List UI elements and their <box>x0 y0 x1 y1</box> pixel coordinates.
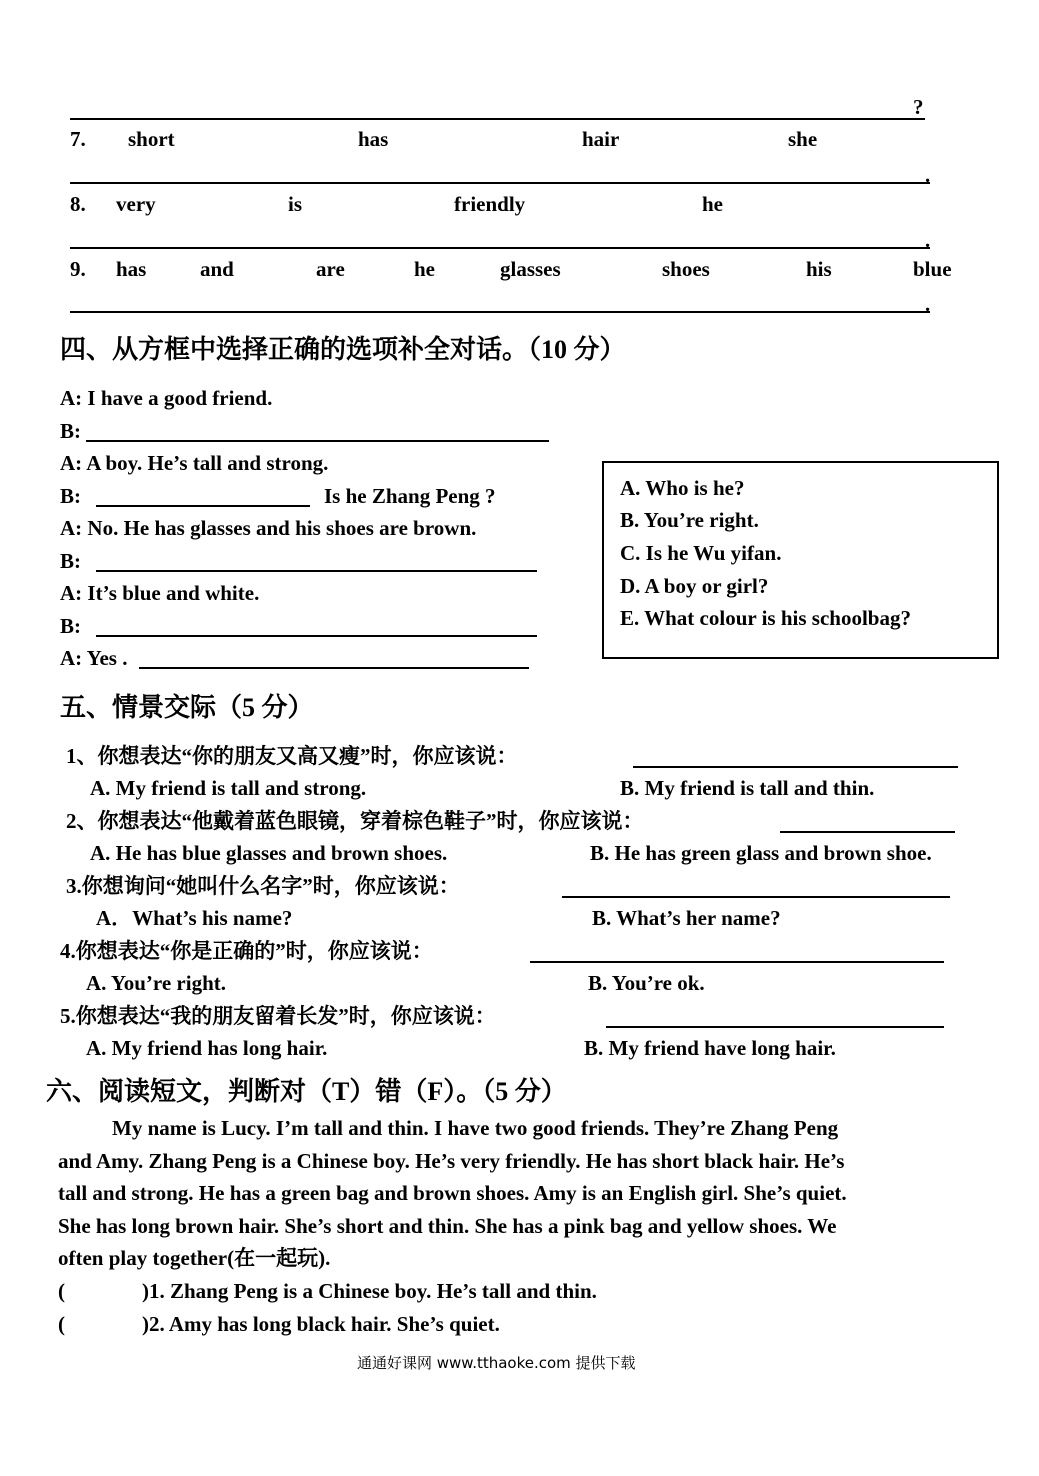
dialogue-line-3: A: A boy. He’s tall and strong. <box>60 451 329 475</box>
dialogue-line-1: A: I have a good friend. <box>60 386 273 410</box>
passage-line-5: often play together(在一起玩). <box>58 1246 331 1270</box>
option-c: C. Is he Wu yifan. <box>620 541 782 565</box>
line-end-period-9: . <box>925 292 931 316</box>
situation-question-2: 2、你想表达“他戴着蓝色眼镜，穿着棕色鞋子”时，你应该说： <box>66 809 644 833</box>
situation-1-option-a: A. My friend is tall and strong. <box>90 776 367 800</box>
answer-line-6[interactable] <box>70 118 925 120</box>
word-9-3: are <box>316 257 345 281</box>
dialogue-line-6: B: <box>60 549 81 573</box>
section-6-title: 六、阅读短文，判断对（T）错（F）。（5 分） <box>46 1077 567 1106</box>
page-footer: 通通好课网 www.tthaoke.com 提供下载 <box>357 1354 636 1372</box>
section-4-title: 四、从方框中选择正确的选项补全对话。（10 分） <box>60 335 626 364</box>
line-end-period-8: . <box>925 228 931 252</box>
word-9-6: shoes <box>662 257 710 281</box>
passage-line-1: My name is Lucy. I’m tall and thin. I have two good friends. They’re Zhang Peng <box>112 1116 839 1140</box>
tf-question-1-open-paren: ( <box>58 1279 65 1303</box>
situation-question-4: 4.你想表达“你是正确的”时，你应该说： <box>60 939 433 963</box>
dialogue-line-9: A: Yes . <box>60 646 128 670</box>
word-7-1: short <box>128 127 175 151</box>
word-8-4: he <box>702 192 723 216</box>
dialogue-line-7: A: It’s blue and white. <box>60 581 260 605</box>
word-8-1: very <box>116 192 156 216</box>
tf-question-2-text: )2. Amy has long black hair. She’s quiet. <box>142 1312 500 1336</box>
dialogue-blank-4[interactable] <box>96 635 537 637</box>
passage-line-2: and Amy. Zhang Peng is a Chinese boy. He’s very friendly. He has short black hair. He’s <box>58 1149 845 1173</box>
situation-blank-5[interactable] <box>606 1026 944 1028</box>
option-a: A. Who is he? <box>620 476 745 500</box>
situation-5-option-a: A. My friend has long hair. <box>86 1036 328 1060</box>
line-end-question-mark: ? <box>913 95 924 119</box>
word-9-5: glasses <box>500 257 561 281</box>
situation-5-option-b: B. My friend have long hair. <box>584 1036 836 1060</box>
word-7-2: has <box>358 127 389 151</box>
situation-3-option-a: A．What’s his name? <box>96 906 293 930</box>
answer-line-7[interactable] <box>70 182 930 184</box>
word-9-1: has <box>116 257 147 281</box>
situation-blank-1[interactable] <box>633 766 958 768</box>
situation-1-option-b: B. My friend is tall and thin. <box>620 776 875 800</box>
tf-answer-slot-1[interactable] <box>68 1278 138 1304</box>
tf-question-2-open-paren: ( <box>58 1312 65 1336</box>
dialogue-line-2: B: <box>60 419 81 443</box>
section-5-title: 五、情景交际（5 分） <box>60 693 314 722</box>
situation-2-option-b: B. He has green glass and brown shoe. <box>590 841 932 865</box>
dialogue-line-8: B: <box>60 614 81 638</box>
question-number-7: 7. <box>70 127 86 151</box>
word-8-2: is <box>288 192 303 216</box>
word-9-4: he <box>414 257 435 281</box>
situation-blank-3[interactable] <box>562 896 950 898</box>
answer-line-8[interactable] <box>70 247 930 249</box>
situation-question-3: 3.你想询问“她叫什么名字”时，你应该说： <box>66 874 460 898</box>
word-9-8: blue <box>913 257 952 281</box>
passage-line-4: She has long brown hair. She’s short and thin. She has a pink bag and yellow shoes. We <box>58 1214 837 1238</box>
situation-4-option-b: B. You’re ok. <box>588 971 705 995</box>
option-d: D. A boy or girl? <box>620 574 769 598</box>
situation-question-5: 5.你想表达“我的朋友留着长发”时，你应该说： <box>60 1004 496 1028</box>
option-b: B. You’re right. <box>620 508 759 532</box>
line-end-period-7: . <box>925 163 931 187</box>
dialogue-line-4: B: <box>60 484 81 508</box>
word-9-2: and <box>200 257 234 281</box>
word-7-4: she <box>788 127 818 151</box>
passage-line-3: tall and strong. He has a green bag and brown shoes. Amy is an English girl. She’s quiet. <box>58 1181 847 1205</box>
situation-4-option-a: A. You’re right. <box>86 971 226 995</box>
situation-3-option-b: B. What’s her name? <box>592 906 781 930</box>
situation-blank-4[interactable] <box>530 961 944 963</box>
word-7-3: hair <box>582 127 620 151</box>
situation-2-option-a: A. He has blue glasses and brown shoes. <box>90 841 448 865</box>
option-e: E. What colour is his schoolbag? <box>620 606 911 630</box>
question-number-8: 8. <box>70 192 86 216</box>
question-number-9: 9. <box>70 257 86 281</box>
dialogue-line-5: A: No. He has glasses and his shoes are brown. <box>60 516 477 540</box>
dialogue-blank-5[interactable] <box>139 667 529 669</box>
situation-blank-2[interactable] <box>780 831 955 833</box>
tf-answer-slot-2[interactable] <box>68 1311 138 1337</box>
dialogue-line-4-tail: Is he Zhang Peng ? <box>324 484 496 508</box>
word-9-7: his <box>806 257 832 281</box>
answer-line-9[interactable] <box>70 311 930 313</box>
word-8-3: friendly <box>454 192 526 216</box>
situation-question-1: 1、你想表达“你的朋友又高又瘦”时，你应该说： <box>66 744 518 768</box>
tf-question-1-text: )1. Zhang Peng is a Chinese boy. He’s tall and thin. <box>142 1279 597 1303</box>
dialogue-blank-1[interactable] <box>86 440 549 442</box>
dialogue-blank-2[interactable] <box>96 505 310 507</box>
dialogue-blank-3[interactable] <box>96 570 537 572</box>
